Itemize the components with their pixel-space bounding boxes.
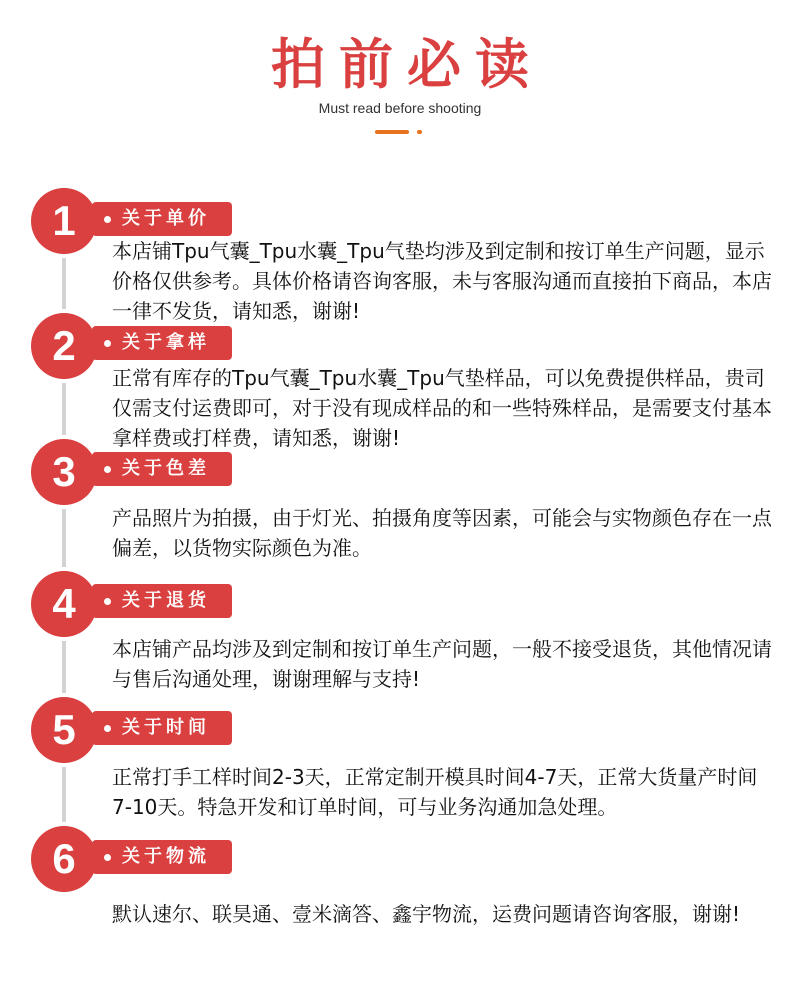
section-text: 本店铺Tpu气囊_Tpu水囊_Tpu气垫均涉及到定制和按订单生产问题，显示价格仅供参考。具体价格请咨询客服，未与客服沟通而直接拍下商品，本店一律不发货，请知悉，谢谢! xyxy=(112,239,772,323)
section-heading-tag xyxy=(92,584,232,618)
section-heading-tag xyxy=(92,840,232,874)
section-heading: 关于时间 xyxy=(122,717,210,738)
section-text: 产品照片为拍摄，由于灯光、拍摄角度等因素，可能会与实物颜色存在一点偏差，以货物实际颜色为准。 xyxy=(112,506,772,560)
section-number-badge: 4 xyxy=(31,571,97,637)
section-number-badge: 2 xyxy=(31,313,97,379)
section-text: 正常打手工样时间2-3天，正常定制开模具时间4-7天，正常大货量产时间7-10天。特急开发和订单时间，可与业务沟通加急处理。 xyxy=(112,765,758,819)
bullet-dot-icon xyxy=(104,854,111,861)
bullet-dot-icon xyxy=(104,466,111,473)
section-text: 默认速尔、联昊通、壹米滴答、鑫宇物流，运费问题请咨询客服，谢谢! xyxy=(112,902,741,926)
page-subtitle: Must read before shooting xyxy=(318,100,482,116)
section-text: 本店铺产品均涉及到定制和按订单生产问题，一般不接受退货，其他情况请与售后沟通处理，谢谢理解与支持! xyxy=(112,637,772,691)
bullet-dot-icon xyxy=(104,216,111,223)
section-heading: 关于拿样 xyxy=(122,332,210,353)
section-text: 正常有库存的Tpu气囊_Tpu水囊_Tpu气垫样品，可以免费提供样品，贵司仅需支付运费即可，对于没有现成样品的和一些特殊样品，是需要支付基本拿样费或打样费，请知悉，谢谢! xyxy=(112,366,772,450)
section-number-badge: 6 xyxy=(31,826,97,892)
section-heading-tag xyxy=(92,202,232,236)
bullet-dot-icon xyxy=(104,340,111,347)
bullet-dot-icon xyxy=(104,725,111,732)
title-divider xyxy=(375,130,409,134)
section-heading: 关于物流 xyxy=(122,846,210,867)
section-heading-tag xyxy=(92,326,232,360)
section-heading-tag xyxy=(92,452,232,486)
section-heading-tag xyxy=(92,711,232,745)
title-divider-dot xyxy=(417,130,422,134)
section-number-badge: 1 xyxy=(31,188,97,254)
section-heading: 关于单价 xyxy=(122,208,210,229)
section-number-badge: 5 xyxy=(31,697,97,763)
section-heading: 关于退货 xyxy=(122,590,210,611)
bullet-dot-icon xyxy=(104,598,111,605)
page-title: 拍前必读 xyxy=(271,33,543,96)
section-number-badge: 3 xyxy=(31,439,97,505)
section-heading: 关于色差 xyxy=(122,458,210,479)
